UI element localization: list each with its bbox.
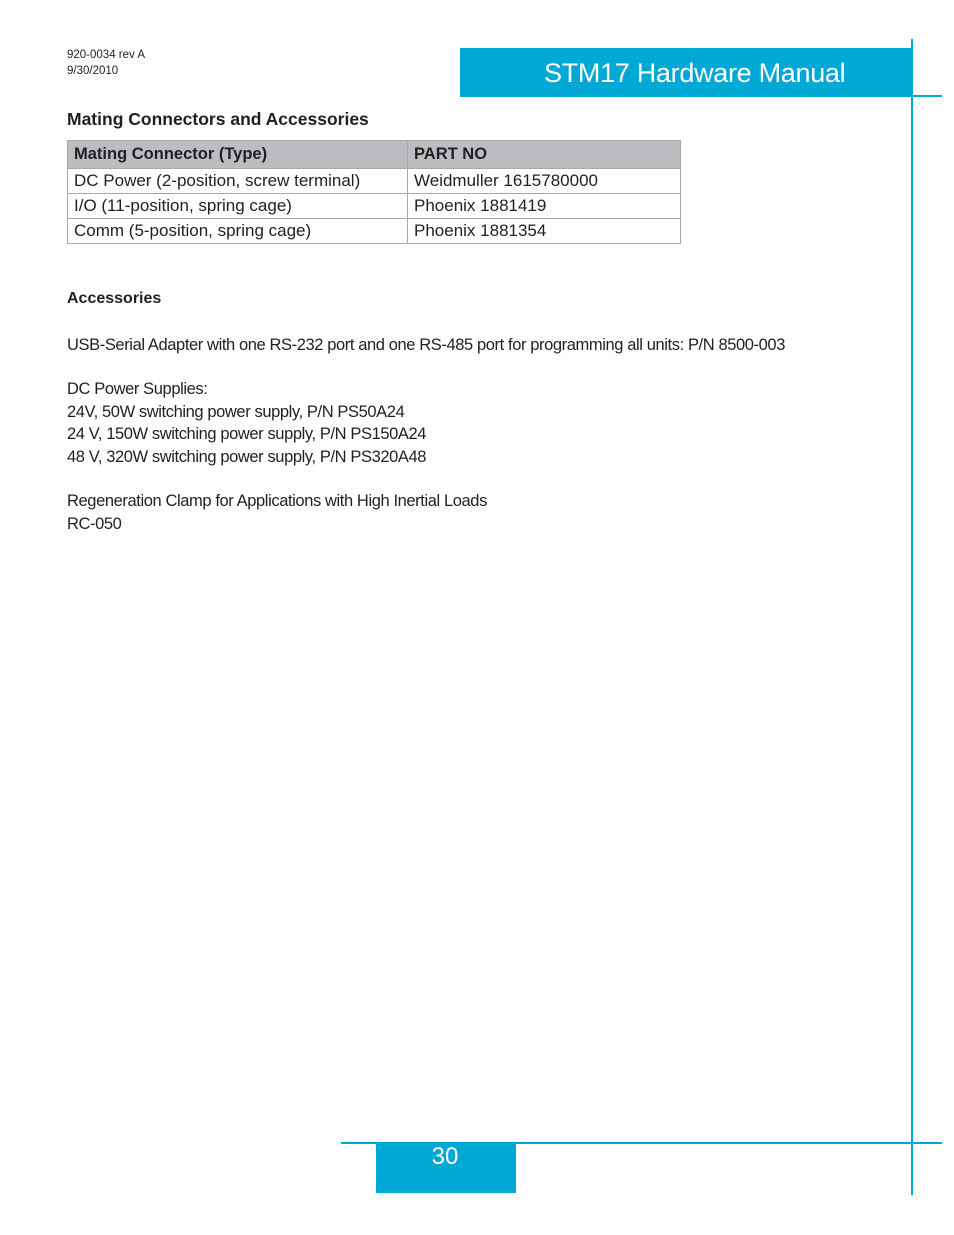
column-header-part-no: PART NO — [408, 141, 681, 169]
regen-clamp-block — [67, 490, 487, 535]
table-row — [68, 219, 681, 244]
section-title: Mating Connectors and Accessories — [67, 109, 369, 129]
doc-number: 920-0034 rev A — [67, 49, 146, 61]
manual-title-banner — [460, 48, 913, 96]
power-supplies-heading: DC Power Supplies: — [67, 380, 208, 398]
manual-title: STM17 Hardware Manual — [544, 58, 846, 88]
table-row — [68, 194, 681, 219]
table-cell-connector: DC Power (2-position, screw terminal) — [68, 169, 408, 194]
right-margin-rule — [911, 39, 913, 1195]
page-number-box — [376, 1143, 516, 1193]
power-supply-item: 24 V, 150W switching power supply, P/N PS150A24 — [67, 425, 427, 443]
regen-clamp-description: Regeneration Clamp for Applications with High Inertial Loads — [67, 492, 487, 510]
page-number: 30 — [431, 1143, 459, 1170]
table-cell-connector: Comm (5-position, spring cage) — [68, 219, 408, 244]
doc-date: 9/30/2010 — [67, 65, 119, 77]
table-cell-connector: I/O (11-position, spring cage) — [68, 194, 408, 219]
table-cell-part-no: Weidmuller 1615780000 — [408, 169, 681, 194]
usb-adapter-text: USB-Serial Adapter with one RS-232 port and one RS-485 port for programming all units: P/N 8500-003 — [67, 336, 785, 354]
table-row — [68, 169, 681, 194]
power-supplies-block — [67, 378, 426, 468]
table-cell-part-no: Phoenix 1881354 — [408, 219, 681, 244]
document-revision — [67, 47, 145, 79]
table-header-row — [68, 141, 681, 169]
power-supply-item: 48 V, 320W switching power supply, P/N PS320A48 — [67, 447, 427, 466]
mating-connectors-table — [67, 140, 681, 244]
table-cell-part-no: Phoenix 1881419 — [408, 194, 681, 219]
power-supply-item: 24V, 50W switching power supply, P/N PS50A24 — [67, 402, 405, 421]
accessories-heading: Accessories — [67, 290, 162, 307]
column-header-connector: Mating Connector (Type) — [68, 141, 408, 169]
regen-clamp-part: RC-050 — [67, 514, 122, 533]
